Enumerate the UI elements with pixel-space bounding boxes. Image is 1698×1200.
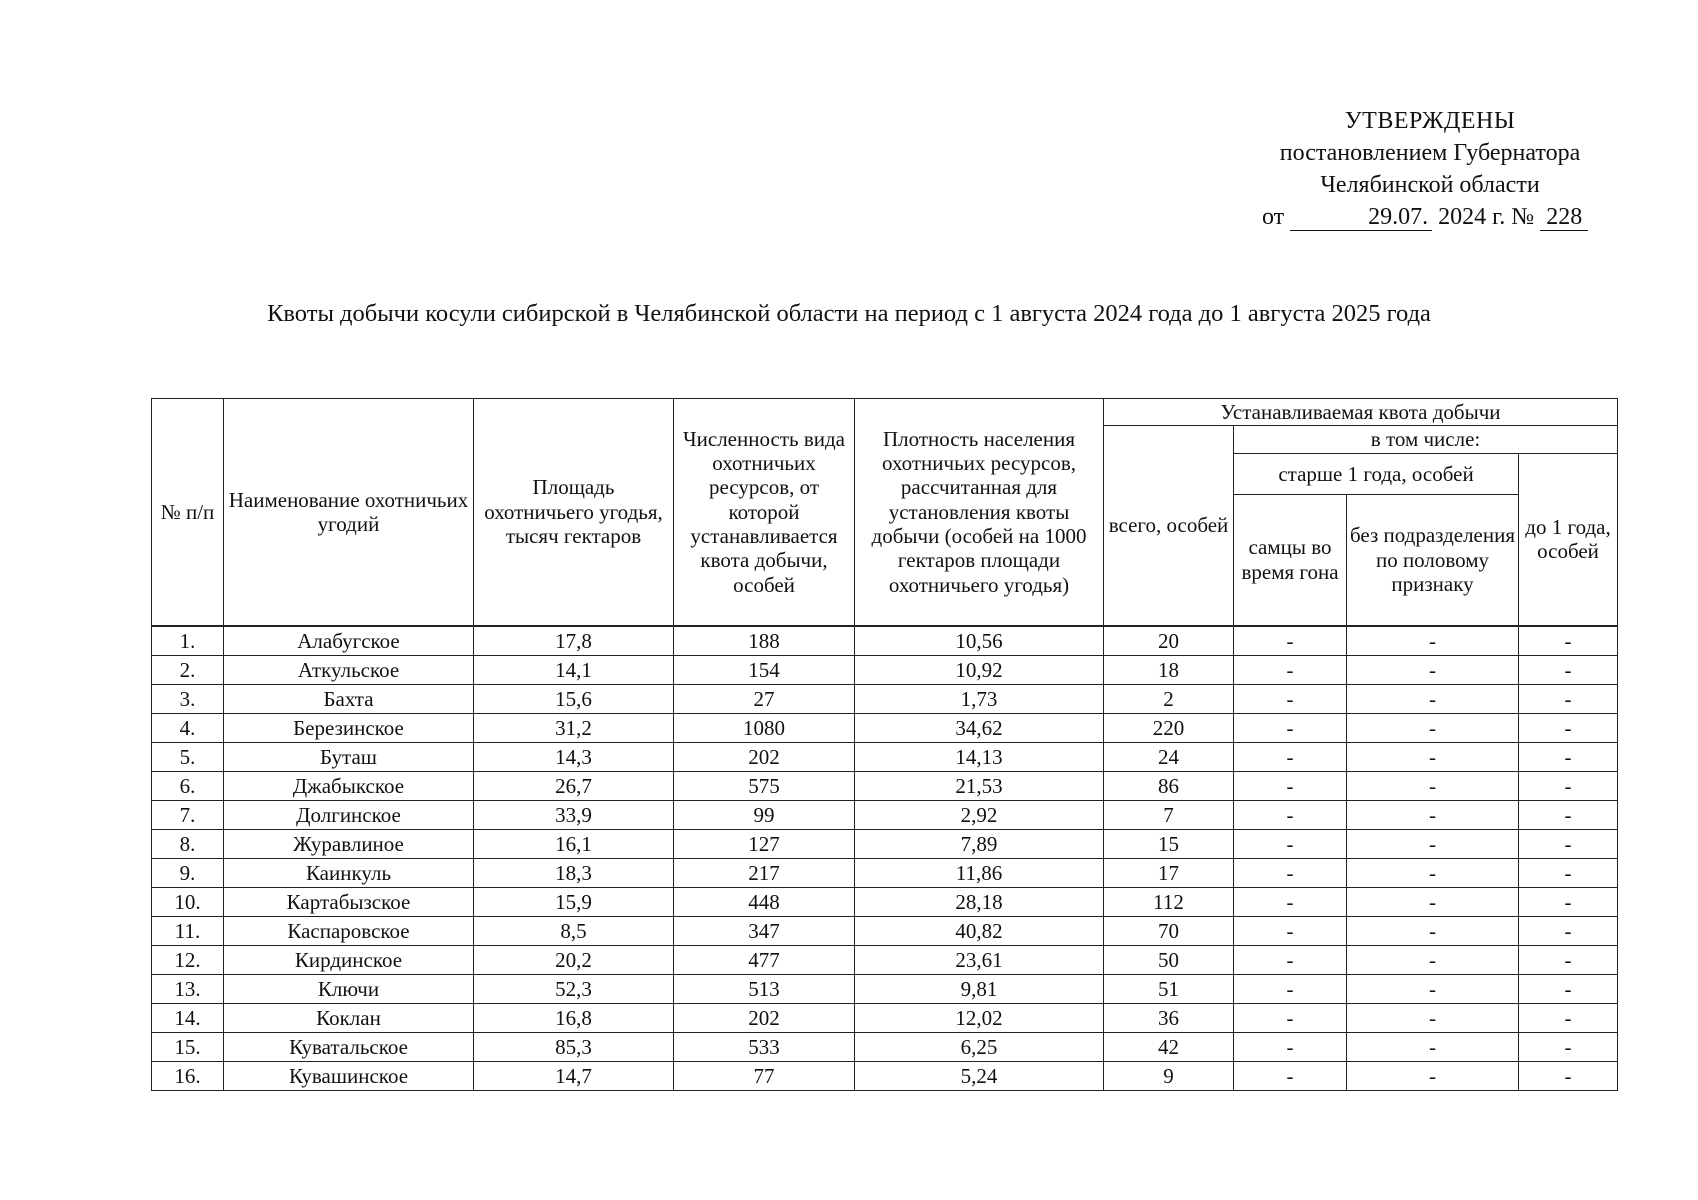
row-population: 1080 [674, 713, 855, 742]
row-no-sex: - [1347, 858, 1519, 887]
row-total: 2 [1104, 684, 1234, 713]
row-no-sex: - [1347, 829, 1519, 858]
row-density: 34,62 [855, 713, 1104, 742]
row-population: 202 [674, 1003, 855, 1032]
row-males: - [1234, 1003, 1347, 1032]
row-no-sex: - [1347, 1003, 1519, 1032]
row-population: 575 [674, 771, 855, 800]
row-num: 14. [152, 1003, 224, 1032]
row-density: 2,92 [855, 800, 1104, 829]
row-name: Ключи [224, 974, 474, 1003]
row-males: - [1234, 713, 1347, 742]
row-density: 1,73 [855, 684, 1104, 713]
row-density: 40,82 [855, 916, 1104, 945]
row-total: 7 [1104, 800, 1234, 829]
row-males: - [1234, 1061, 1347, 1090]
approval-date: 29.07. [1290, 204, 1432, 231]
row-no-sex: - [1347, 771, 1519, 800]
table-header [152, 399, 1618, 626]
row-num: 1. [152, 626, 224, 656]
row-males: - [1234, 974, 1347, 1003]
row-males: - [1234, 771, 1347, 800]
header-num: № п/п [152, 399, 224, 626]
row-name: Долгинское [224, 800, 474, 829]
row-males: - [1234, 655, 1347, 684]
row-population: 27 [674, 684, 855, 713]
row-num: 11. [152, 916, 224, 945]
row-density: 7,89 [855, 829, 1104, 858]
row-density: 11,86 [855, 858, 1104, 887]
table-row [152, 974, 1618, 1003]
row-total: 86 [1104, 771, 1234, 800]
header-population: Численность вида охотничьих ресурсов, от которой устанавливается квота добычи, особей [674, 399, 855, 626]
approval-from-prefix: от [1262, 204, 1285, 230]
approval-year: 2024 г. № [1438, 204, 1535, 230]
header-total: всего, особей [1104, 426, 1234, 626]
row-density: 9,81 [855, 974, 1104, 1003]
row-under1: - [1519, 858, 1618, 887]
table-row [152, 829, 1618, 858]
row-males: - [1234, 829, 1347, 858]
row-num: 3. [152, 684, 224, 713]
row-num: 5. [152, 742, 224, 771]
header-older: старше 1 года, особей [1234, 453, 1519, 494]
table-row [152, 684, 1618, 713]
row-num: 12. [152, 945, 224, 974]
table-row [152, 771, 1618, 800]
row-no-sex: - [1347, 974, 1519, 1003]
row-total: 112 [1104, 887, 1234, 916]
row-area: 8,5 [474, 916, 674, 945]
row-num: 16. [152, 1061, 224, 1090]
header-males: самцы во время гона [1234, 494, 1347, 626]
row-total: 220 [1104, 713, 1234, 742]
row-total: 9 [1104, 1061, 1234, 1090]
approval-date-line [1240, 201, 1620, 233]
row-density: 10,56 [855, 626, 1104, 656]
row-density: 28,18 [855, 887, 1104, 916]
header-including: в том числе: [1234, 426, 1618, 453]
row-population: 154 [674, 655, 855, 684]
row-no-sex: - [1347, 916, 1519, 945]
row-no-sex: - [1347, 1032, 1519, 1061]
row-population: 448 [674, 887, 855, 916]
row-area: 85,3 [474, 1032, 674, 1061]
row-under1: - [1519, 713, 1618, 742]
row-males: - [1234, 916, 1347, 945]
row-density: 5,24 [855, 1061, 1104, 1090]
table-row [152, 713, 1618, 742]
row-density: 10,92 [855, 655, 1104, 684]
row-area: 15,6 [474, 684, 674, 713]
row-area: 14,3 [474, 742, 674, 771]
row-density: 14,13 [855, 742, 1104, 771]
row-total: 17 [1104, 858, 1234, 887]
row-population: 202 [674, 742, 855, 771]
row-name: Алабугское [224, 626, 474, 656]
approval-number: 228 [1540, 204, 1588, 231]
row-area: 18,3 [474, 858, 674, 887]
row-population: 217 [674, 858, 855, 887]
row-name: Журавлиное [224, 829, 474, 858]
approval-heading: УТВЕРЖДЕНЫ [1344, 108, 1516, 134]
row-males: - [1234, 945, 1347, 974]
row-num: 13. [152, 974, 224, 1003]
row-area: 14,1 [474, 655, 674, 684]
row-males: - [1234, 858, 1347, 887]
table-row [152, 945, 1618, 974]
row-total: 70 [1104, 916, 1234, 945]
row-population: 127 [674, 829, 855, 858]
header-name: Наименование охотничьих угодий [224, 399, 474, 626]
document-title: Квоты добычи косули сибирской в Челябинской области на период с 1 августа 2024 года до 1 августа 2025 года [267, 300, 1431, 327]
row-area: 17,8 [474, 626, 674, 656]
row-population: 477 [674, 945, 855, 974]
header-density: Плотность населения охотничьих ресурсов, рассчитанная для установления квоты добычи (особей на 1000 гектаров площади охотничьего угодья) [855, 399, 1104, 626]
row-no-sex: - [1347, 800, 1519, 829]
row-num: 8. [152, 829, 224, 858]
row-name: Каспаровское [224, 916, 474, 945]
row-name: Джабыкское [224, 771, 474, 800]
row-num: 9. [152, 858, 224, 887]
row-density: 12,02 [855, 1003, 1104, 1032]
row-under1: - [1519, 974, 1618, 1003]
table-row [152, 626, 1618, 656]
row-under1: - [1519, 626, 1618, 656]
table-row [152, 800, 1618, 829]
row-area: 26,7 [474, 771, 674, 800]
row-num: 4. [152, 713, 224, 742]
row-num: 10. [152, 887, 224, 916]
table-row [152, 887, 1618, 916]
row-total: 50 [1104, 945, 1234, 974]
row-density: 23,61 [855, 945, 1104, 974]
row-under1: - [1519, 684, 1618, 713]
row-total: 24 [1104, 742, 1234, 771]
row-area: 52,3 [474, 974, 674, 1003]
row-under1: - [1519, 800, 1618, 829]
table-row [152, 742, 1618, 771]
table-body [152, 626, 1618, 1091]
row-num: 15. [152, 1032, 224, 1061]
row-density: 21,53 [855, 771, 1104, 800]
row-num: 2. [152, 655, 224, 684]
row-no-sex: - [1347, 713, 1519, 742]
row-under1: - [1519, 916, 1618, 945]
approval-line-1: постановлением Губернатора [1279, 140, 1581, 166]
row-under1: - [1519, 829, 1618, 858]
table-row [152, 655, 1618, 684]
row-males: - [1234, 887, 1347, 916]
row-name: Каинкуль [224, 858, 474, 887]
row-no-sex: - [1347, 887, 1519, 916]
header-no-sex: без подразделения по половому признаку [1347, 494, 1519, 626]
row-name: Аткульское [224, 655, 474, 684]
row-total: 36 [1104, 1003, 1234, 1032]
row-males: - [1234, 742, 1347, 771]
row-males: - [1234, 1032, 1347, 1061]
table-row [152, 916, 1618, 945]
row-under1: - [1519, 945, 1618, 974]
row-males: - [1234, 626, 1347, 656]
row-name: Березинское [224, 713, 474, 742]
row-under1: - [1519, 1003, 1618, 1032]
row-under1: - [1519, 655, 1618, 684]
row-population: 77 [674, 1061, 855, 1090]
row-total: 42 [1104, 1032, 1234, 1061]
row-area: 31,2 [474, 713, 674, 742]
row-males: - [1234, 684, 1347, 713]
row-name: Кувашинское [224, 1061, 474, 1090]
row-total: 15 [1104, 829, 1234, 858]
row-under1: - [1519, 1032, 1618, 1061]
table-row [152, 1003, 1618, 1032]
row-no-sex: - [1347, 945, 1519, 974]
row-area: 14,7 [474, 1061, 674, 1090]
row-population: 188 [674, 626, 855, 656]
table-row [152, 858, 1618, 887]
row-population: 99 [674, 800, 855, 829]
row-no-sex: - [1347, 742, 1519, 771]
table-row [152, 1032, 1618, 1061]
header-quota-group: Устанавливаемая квота добычи [1104, 399, 1618, 426]
row-no-sex: - [1347, 626, 1519, 656]
row-name: Коклан [224, 1003, 474, 1032]
header-under1: до 1 года, особей [1519, 453, 1618, 626]
row-no-sex: - [1347, 684, 1519, 713]
row-population: 533 [674, 1032, 855, 1061]
row-area: 16,8 [474, 1003, 674, 1032]
row-num: 6. [152, 771, 224, 800]
row-total: 20 [1104, 626, 1234, 656]
row-area: 33,9 [474, 800, 674, 829]
row-area: 20,2 [474, 945, 674, 974]
row-area: 15,9 [474, 887, 674, 916]
row-num: 7. [152, 800, 224, 829]
row-males: - [1234, 800, 1347, 829]
row-name: Бахта [224, 684, 474, 713]
row-no-sex: - [1347, 655, 1519, 684]
row-total: 18 [1104, 655, 1234, 684]
approval-line-2: Челябинской области [1320, 172, 1540, 198]
row-under1: - [1519, 1061, 1618, 1090]
row-under1: - [1519, 887, 1618, 916]
row-population: 347 [674, 916, 855, 945]
row-name: Картабызское [224, 887, 474, 916]
row-no-sex: - [1347, 1061, 1519, 1090]
row-name: Кирдинское [224, 945, 474, 974]
approval-stamp [1240, 105, 1620, 233]
row-total: 51 [1104, 974, 1234, 1003]
row-name: Буташ [224, 742, 474, 771]
header-area: Площадь охотничьего угодья, тысяч гектаров [474, 399, 674, 626]
row-population: 513 [674, 974, 855, 1003]
row-density: 6,25 [855, 1032, 1104, 1061]
row-under1: - [1519, 742, 1618, 771]
row-name: Куватальское [224, 1032, 474, 1061]
quota-table [151, 398, 1618, 1091]
row-under1: - [1519, 771, 1618, 800]
table-row [152, 1061, 1618, 1090]
row-area: 16,1 [474, 829, 674, 858]
